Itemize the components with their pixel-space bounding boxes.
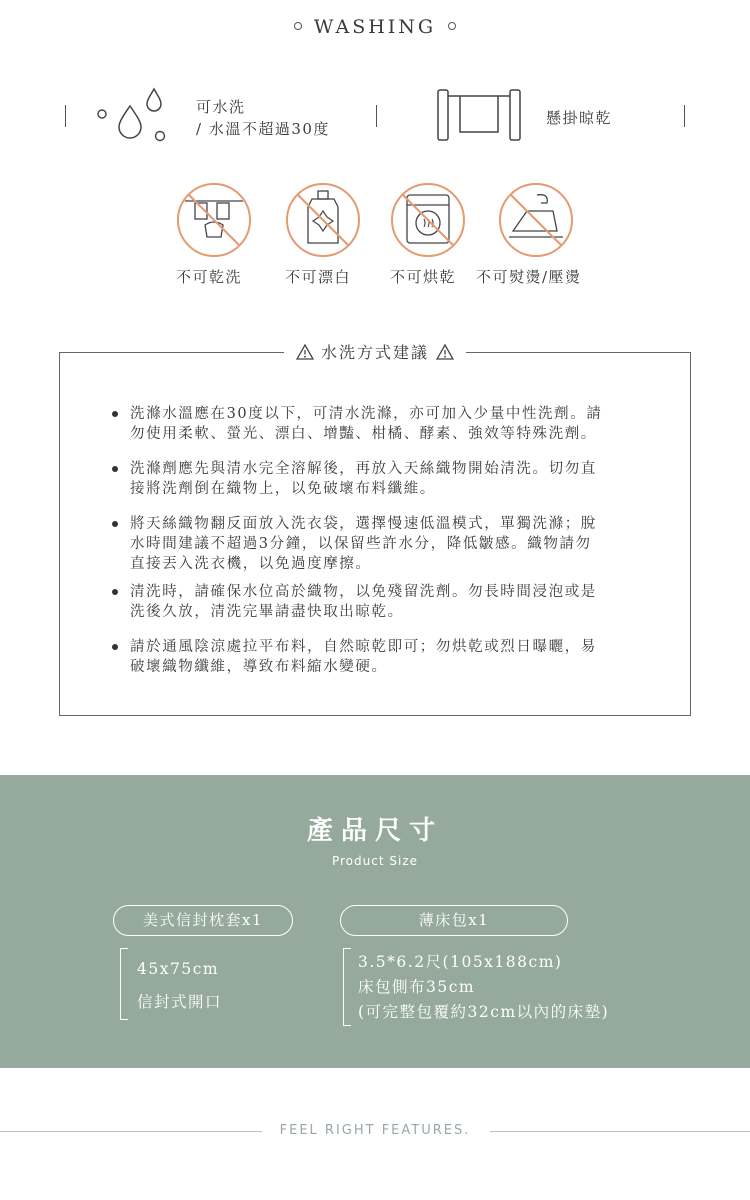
washable-temperature: / 水溫不超過30度 xyxy=(196,120,330,138)
bullet-icon xyxy=(112,644,118,650)
washable-info xyxy=(196,96,330,140)
no-dry-clean-label: 不可乾洗 xyxy=(176,268,243,286)
size-spec: 信封式開口 xyxy=(137,993,223,1011)
product-name-pill: 美式信封枕套x1 xyxy=(113,905,293,936)
bullet-icon xyxy=(112,521,118,527)
no-iron-icon xyxy=(497,181,575,259)
advice-item xyxy=(112,514,660,574)
washing-header xyxy=(0,16,750,38)
advice-title: 水洗方式建議 xyxy=(320,343,429,362)
advice-line: 洗後久放，清洗完畢請盡快取出晾乾。 xyxy=(130,604,404,620)
advice-line: 將天絲織物翻反面放入洗衣袋，選擇慢速低溫模式，單獨洗滌；脫 xyxy=(130,516,597,532)
advice-item xyxy=(112,637,660,677)
advice-item xyxy=(112,404,660,444)
size-spec: (可完整包覆約32cm以內的床墊) xyxy=(358,1003,610,1021)
washable-label: 可水洗 xyxy=(196,98,246,116)
no-bleach-label: 不可漂白 xyxy=(285,268,352,286)
advice-line: 請於通風陰涼處拉平布料，自然晾乾即可；勿烘乾或烈日曝曬，易 xyxy=(130,639,597,655)
washing-title: WASHING xyxy=(313,16,437,38)
size-spec: 床包側布35cm xyxy=(358,978,476,996)
divider xyxy=(65,105,66,127)
product-name-pill: 薄床包x1 xyxy=(340,905,568,936)
bracket xyxy=(343,948,351,1026)
divider xyxy=(376,105,377,127)
advice-line: 水時間建議不超過3分鐘，以保留些許水分，降低皺感。織物請勿 xyxy=(130,536,592,552)
advice-line: 清洗時，請確保水位高於織物，以免殘留洗劑。勿長時間浸泡或是 xyxy=(130,584,597,600)
size-title: 產品尺寸 xyxy=(306,816,443,846)
advice-line: 接將洗劑倒在織物上，以免破壞布料纖維。 xyxy=(130,481,436,497)
bracket xyxy=(120,948,128,1020)
circle-dot-icon xyxy=(294,22,302,30)
water-drops-icon xyxy=(92,84,184,144)
footer-tagline: FEEL RIGHT FEATURES. xyxy=(279,1123,471,1138)
divider xyxy=(684,105,685,127)
size-spec: 45x75cm xyxy=(137,960,220,978)
no-tumble-dry-icon xyxy=(389,181,467,259)
advice-item xyxy=(112,459,660,499)
advice-line: 洗滌劑應先與清水完全溶解後，再放入天絲織物開始清洗。切勿直 xyxy=(130,461,597,477)
no-tumble-dry-label: 不可烘乾 xyxy=(390,268,457,286)
size-spec: 3.5*6.2尺(105x188cm) xyxy=(358,953,563,971)
no-iron-label: 不可熨燙/壓燙 xyxy=(476,268,582,286)
bullet-icon xyxy=(112,466,118,472)
hang-dry-label: 懸掛晾乾 xyxy=(546,109,613,127)
warning-icon xyxy=(436,344,454,360)
advice-line: 直接丟入洗衣機，以免過度摩擦。 xyxy=(130,556,372,572)
hang-dry-icon xyxy=(434,86,524,144)
circle-dot-icon xyxy=(448,22,456,30)
advice-line: 洗滌水溫應在30度以下，可清水洗滌，亦可加入少量中性洗劑。請 xyxy=(130,406,603,422)
no-dry-clean-icon xyxy=(175,181,253,259)
advice-line: 勿使用柔軟、螢光、漂白、增豔、柑橘、酵素、強效等特殊洗劑。 xyxy=(130,426,597,442)
advice-item xyxy=(112,582,660,622)
advice-heading xyxy=(0,340,750,363)
warning-icon xyxy=(296,344,314,360)
bullet-icon xyxy=(112,589,118,595)
bullet-icon xyxy=(112,411,118,417)
size-subtitle: Product Size xyxy=(331,854,418,868)
no-bleach-icon xyxy=(284,181,362,259)
advice-line: 破壞織物纖維，導致布料縮水變硬。 xyxy=(130,659,388,675)
